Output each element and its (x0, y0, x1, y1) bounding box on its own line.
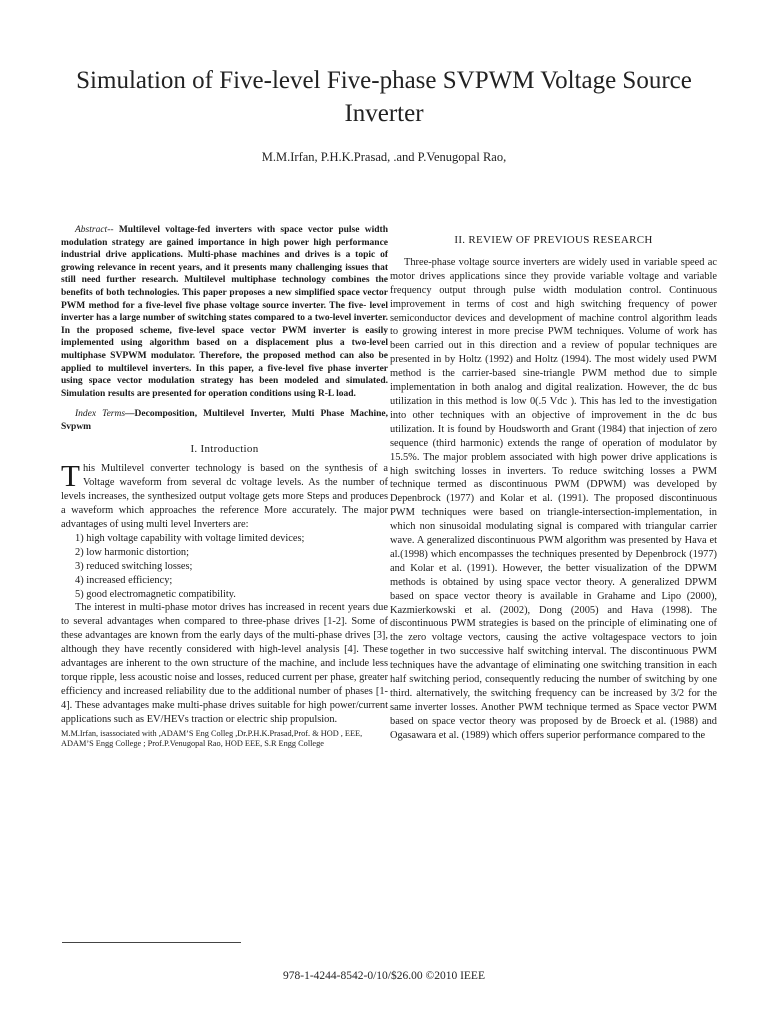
list-item: 2) low harmonic distortion; (75, 546, 189, 558)
footnote-divider (62, 942, 241, 943)
copyright-footer: 978-1-4244-8542-0/10/$26.00 ©2010 IEEE (283, 970, 485, 982)
list-item: 3) reduced switching losses; (75, 560, 193, 572)
intro-paragraph-1 (61, 458, 388, 532)
abstract-text: Multilevel voltage-fed inverters with space vector pulse width modulation strategy are gained importance in high power high performance industrial drive applications. Multi-phase machines and drives is a topic of growing relevance in recent years, and it presents many challenging issues that still need further research. Multilevel multiphase technology combines the benefits of both technologies. This paper proposes a new simplified space vector PWM method for a five-level five phase voltage source inverter. The five- level inverter has a large number of switching states compared to a two-level inverter. In the proposed scheme, five-level space vector PWM inverter is easily implemented using algorithm based on a displacement plus a two-level multiphase SVPWM modulator. Therefore, the proposed method can also be applied to multilevel inverters. In this paper, a five-level five phase inverter using space vector modulation strategy has been modeled and simulated. Simulation results are presented for operation conditions using R-L load. (61, 225, 388, 399)
intro-paragraph-2: The interest in multi-phase motor drives has increased in recent years due to several advantages when compared to three-phase drives [1-2]. Some of these advantages are known from the early days of the multi-phase drives [3], although they have recently considered with high-level analysis [4]. These advantages are inherent to the own structure of the machine, and include less torque ripple, less acoustic noise and losses, reduced current per phase, greater efficiency and increased reliability due to the additional number of phases [1-4]. These advantages make multi-phase drives suitable for high power/current applications such as EV/HEVs traction or electric ship propulsion. (61, 602, 388, 725)
paper-title: Simulation of Five-level Five-phase SVPWM Voltage Source Inverter (76, 67, 692, 127)
list-item: 1) high voltage capability with voltage limited devices; (75, 532, 305, 544)
drop-cap: T (61, 458, 80, 494)
author-footnote: M.M.Irfan, isassociated with ,ADAM’S Eng Colleg ,Dr.P.H.K.Prasad,Prof. & HOD , EEE, ADAM’S Engg College ; Prof.P.Venugopal Rao, HOD EEE, S.R Engg College (61, 728, 363, 749)
abstract-label: Abstract-- (75, 225, 114, 235)
section-heading-introduction: I. Introduction (190, 442, 259, 455)
index-terms (61, 408, 388, 433)
advantages-list (61, 532, 388, 602)
review-paragraph-1: Three-phase voltage source inverters are widely used in variable speed ac motor drives applications since they provide variable voltage and variable frequency output through pulse width modulation control. Continuous improvement in terms of cost and high switching frequency of power semiconductor devices and development of machine control algorithm leads to growing interest in more precise PWM techniques. Volume of work has been carried out in this direction and a review of popular techniques are presented in by Holtz (1992) and Holtz (1994). The most widely used PWM method is the carrier-based sine-triangle PWM method due to simple implementation in both analog and digital realization. However, the dc bus utilization in this method is low 0(.5 Vdc ). This has led to the investigation into other techniques with an objective of improvement in the dc bus utilization. It is found by Houdsworth and Grant (1984) that injection of zero sequence (third harmonic) extends the range of operation of modulator by 15.5%. The major problem associated with high power drive applications is high switching losses in inverters. To reduce switching losses a PWM technique termed as discontinuous PWM (DPWM) was developed by Depenbrock (1977) and Kolar et al. (1991). The proposed discontinuous PWM techniques were based on triangle-intersection-implementation, in which non sinusoidal modulating signal is compared with triangular carrier wave. A generalized discontinuous PWM algorithm was presented by Hava et al.(1998) which encompasses the techniques presented by Depenbrock (1977) and Kolar et al. (1991). However, the better visualization of the DPWM methods is obtained by using space vector theory. A generalized DPWM based on space vector theory is available in Grahame and Lipo (2000), Kazmierkowski et al. (2002), Dong (2005) and Hava (1998). The discontinuous PWM strategies is based on the principle of eliminating one of the zero voltage vectors, causing the active voltagespace vectors to join together in two successive half switching interval. The discontinuous PWM techniques have the advantage of eliminating one switching transition in each half switching period, consequently reducing the number of switching by one third. alternatively, the switching frequency can be increased by 3/2 for the same inverter losses. Another PWM technique termed as Space vector PWM based on space vector theory was proposed by de Broeck et al. (1988) and Ogasawara et al. (1989) which offers superior performance compared to the (390, 256, 717, 741)
left-column (61, 224, 388, 750)
abstract (61, 224, 388, 400)
index-terms-label: Index Terms (75, 409, 126, 420)
section-heading-review: II. REVIEW OF PREVIOUS RESEARCH (454, 234, 653, 246)
list-item: 4) increased efficiency; (75, 574, 173, 586)
index-terms-text: —Decomposition, Multilevel Inverter, Multi Phase Machine, Svpwm (61, 409, 388, 432)
list-item: 5) good electromagnetic compatibility. (75, 588, 236, 600)
right-column (390, 234, 717, 743)
paper-authors: M.M.Irfan, P.H.K.Prasad, .and P.Venugopal Rao, (261, 150, 507, 164)
intro-paragraph-1-text: his Multilevel converter technology is based on the synthesis of a Voltage waveform from several dc voltage levels. As the number of levels increases, the synthesized output voltage gets more Steps and produces a waveform which approaches the reference More accurately. The major advantages of using multi level Inverters are: (61, 463, 388, 531)
